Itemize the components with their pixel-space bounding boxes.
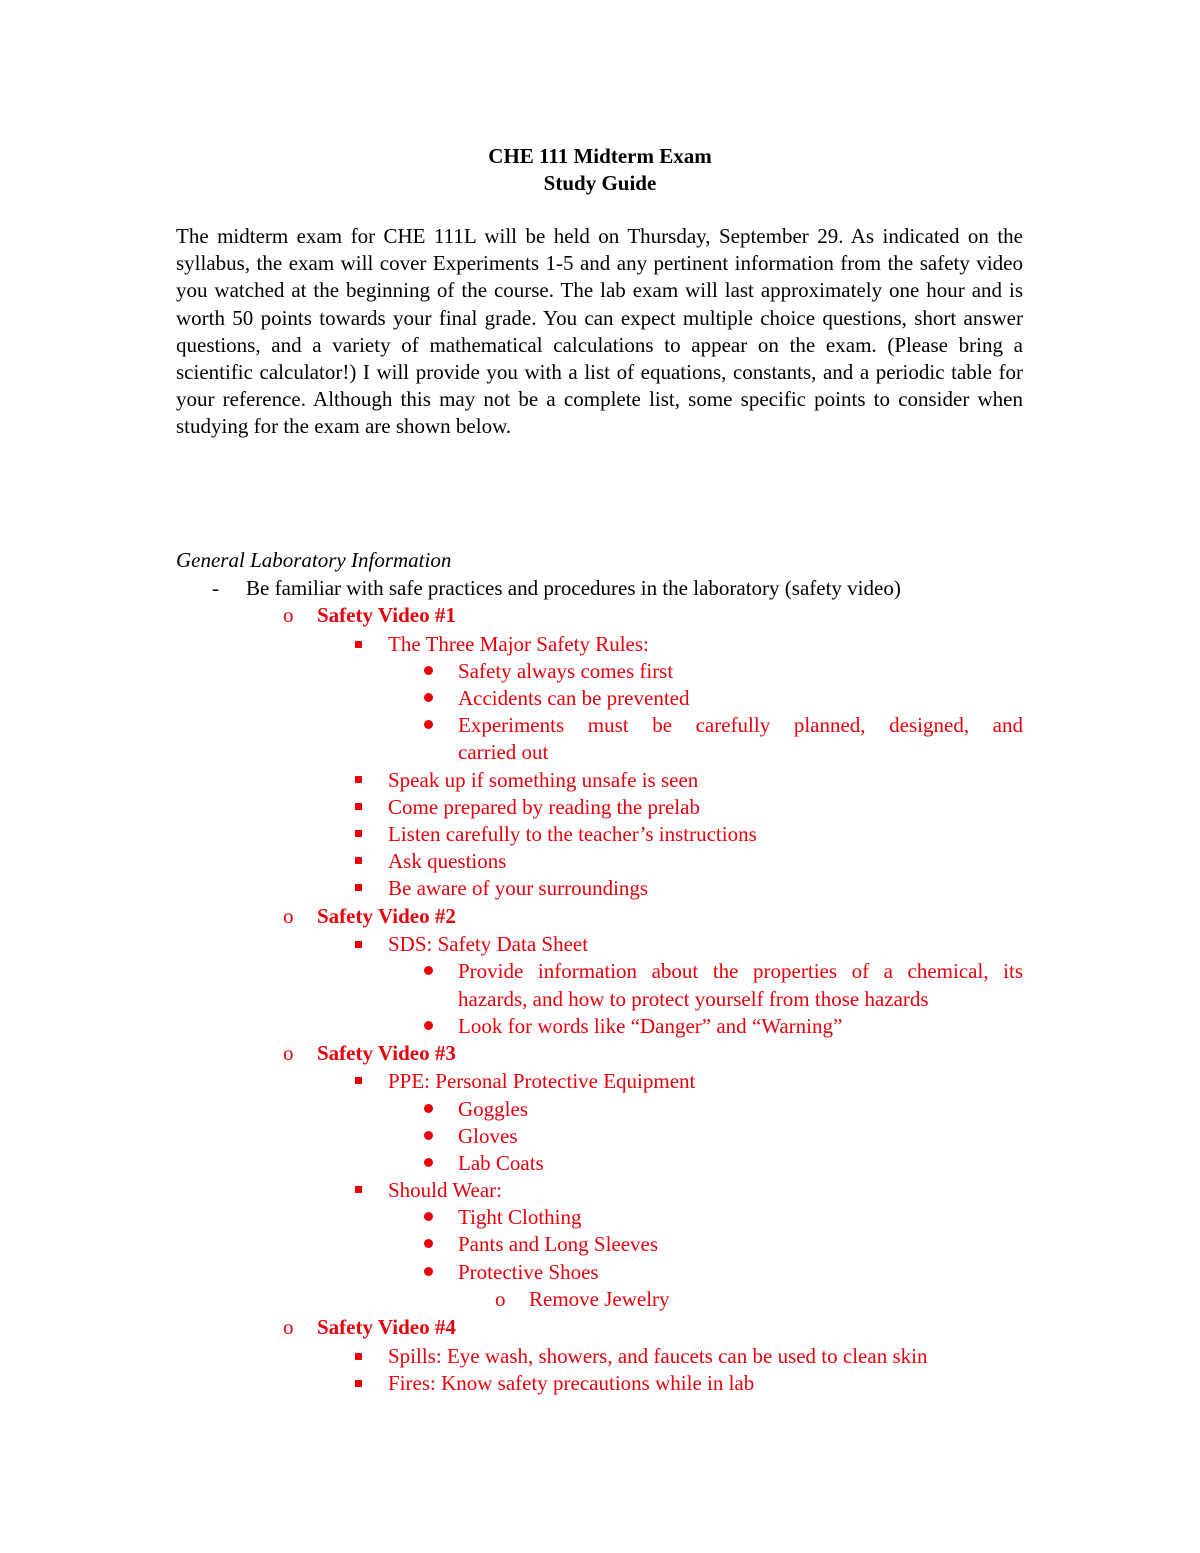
page-title: CHE 111 Midterm Exam: [488, 144, 712, 168]
dot-bullet-icon: [424, 1104, 433, 1113]
list-item: Speak up if something unsafe is seen: [388, 768, 699, 792]
list-item: Fires: Know safety precautions while in lab: [388, 1371, 755, 1395]
list-item: Tight Clothing: [458, 1205, 582, 1229]
square-bullet-icon: [355, 884, 362, 891]
list-item: Accidents can be prevented: [458, 686, 690, 710]
square-bullet-icon: [355, 1077, 362, 1084]
list-item: Remove Jewelry: [529, 1287, 670, 1311]
dot-bullet-icon: [424, 966, 433, 975]
list-item: SDS: Safety Data Sheet: [388, 932, 589, 956]
square-bullet-icon: [355, 803, 362, 810]
square-bullet-icon: [355, 776, 362, 783]
dot-bullet-icon: [424, 1212, 433, 1221]
dash-bullet: -: [212, 576, 219, 600]
circle-bullet: o: [495, 1287, 506, 1311]
circle-bullet: o: [283, 1315, 294, 1339]
list-item: PPE: Personal Protective Equipment: [388, 1069, 696, 1093]
dot-bullet-icon: [424, 720, 433, 729]
list-item: Protective Shoes: [458, 1260, 599, 1284]
dot-bullet-icon: [424, 666, 433, 675]
list-item: Listen carefully to the teacher’s instructions: [388, 822, 757, 846]
list-item: Spills: Eye wash, showers, and faucets can be used to clean skin: [388, 1344, 928, 1368]
page-subtitle: Study Guide: [543, 171, 657, 195]
section-heading: General Laboratory Information: [176, 548, 452, 572]
list-item: Lab Coats: [458, 1151, 544, 1175]
list-item: Experiments must be carefully planned, designed, and: [458, 713, 1023, 737]
dot-bullet-icon: [424, 1131, 433, 1140]
square-bullet-icon: [355, 641, 362, 648]
dot-bullet-icon: [424, 1267, 433, 1276]
list-item: Provide information about the properties of a chemical, its: [458, 959, 1023, 983]
dot-bullet-icon: [424, 1239, 433, 1248]
square-bullet-icon: [355, 1353, 362, 1360]
safety-video-2-title: Safety Video #2: [317, 904, 456, 928]
list-item: Be aware of your surroundings: [388, 876, 649, 900]
list-item: Gloves: [458, 1124, 518, 1148]
square-bullet-icon: [355, 857, 362, 864]
square-bullet-icon: [355, 1186, 362, 1193]
list-item: Safety always comes first: [458, 659, 674, 683]
list-item: Ask questions: [388, 849, 507, 873]
safety-video-3-title: Safety Video #3: [317, 1041, 456, 1065]
list-item: The Three Major Safety Rules:: [388, 632, 649, 656]
list-item-continuation: carried out: [458, 740, 549, 764]
list-item: Look for words like “Danger” and “Warning”: [458, 1014, 843, 1038]
list-item: Come prepared by reading the prelab: [388, 795, 700, 819]
circle-bullet: o: [283, 904, 294, 928]
safety-video-1-title: Safety Video #1: [317, 603, 456, 627]
square-bullet-icon: [355, 1380, 362, 1387]
list-item: Goggles: [458, 1097, 528, 1121]
list-item: Pants and Long Sleeves: [458, 1232, 659, 1256]
intro-paragraph: The midterm exam for CHE 111L will be held on Thursday, September 29. As indicated on the syllabus, the exam will cover Experiments 1-5 and any pertinent information from the safety video you watched at the beginning of the course. The lab exam will last approximately one hour and is worth 50 points towards your final grade. You can expect multiple choice questions, short answer questions, and a variety of mathematical calculations to appear on the exam. (Please bring a scientific calculator!) I will provide you with a list of equations, constants, and a periodic table for your reference. Although this may not be a complete list, some specific points to consider when studying for the exam are shown below.: [176, 224, 1023, 439]
dot-bullet-icon: [424, 693, 433, 702]
circle-bullet: o: [283, 603, 294, 627]
list-item: Be familiar with safe practices and procedures in the laboratory (safety video): [246, 576, 901, 600]
dot-bullet-icon: [424, 1158, 433, 1167]
square-bullet-icon: [355, 941, 362, 948]
circle-bullet: o: [283, 1041, 294, 1065]
square-bullet-icon: [355, 830, 362, 837]
list-item-continuation: hazards, and how to protect yourself from those hazards: [458, 987, 929, 1011]
list-item: Should Wear:: [388, 1178, 502, 1202]
dot-bullet-icon: [424, 1021, 433, 1030]
safety-video-4-title: Safety Video #4: [317, 1315, 456, 1339]
